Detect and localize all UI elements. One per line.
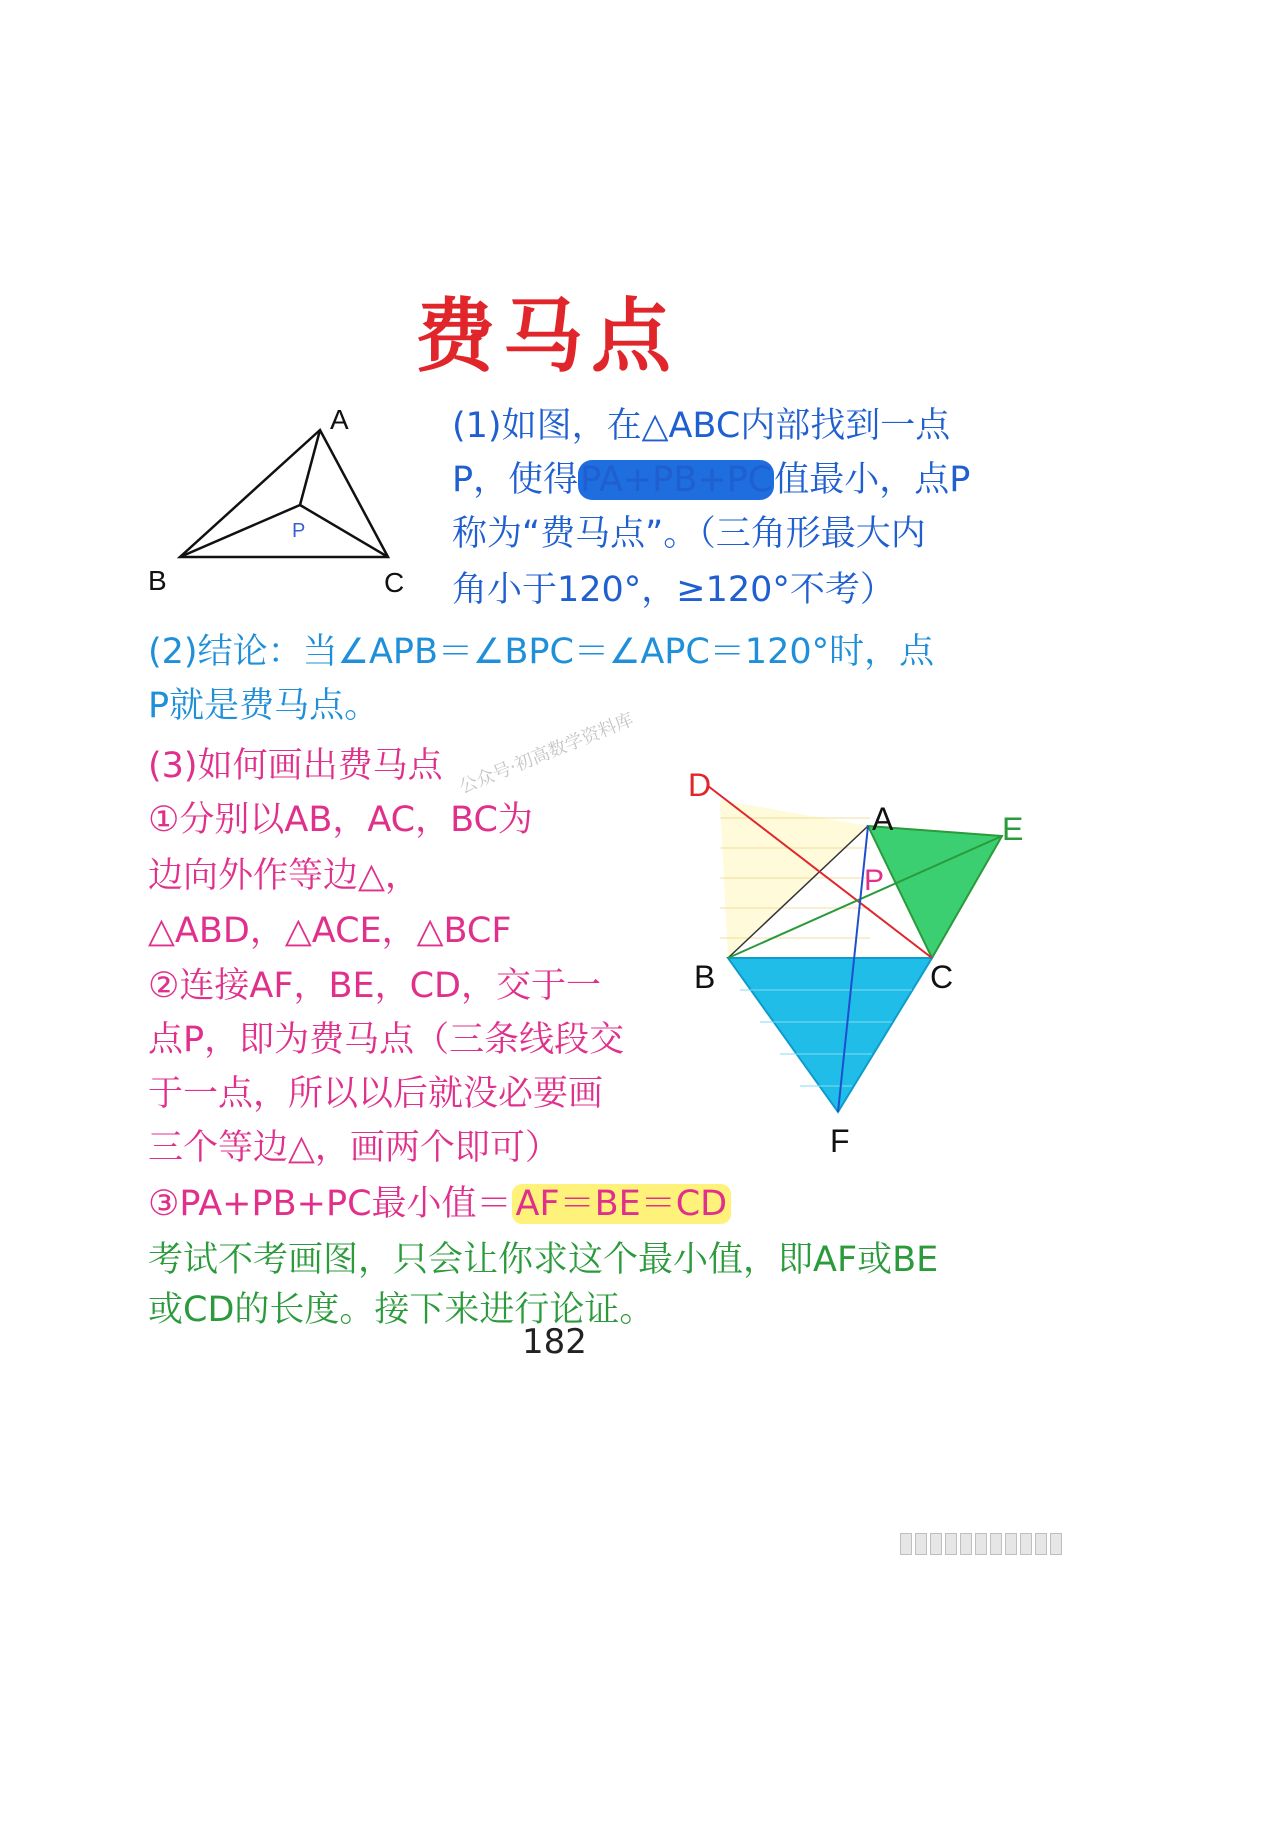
sec3-line4: △ABD，△ACE，△BCF [148, 911, 512, 951]
sec1-line1: (1)如图，在△ABC内部找到一点 [452, 406, 951, 446]
page-number: 182 [522, 1322, 587, 1362]
fig2-label-d: D [688, 767, 712, 803]
triangle-bcf [728, 958, 932, 1112]
page-title: 费马点 [415, 290, 679, 383]
fig2-label-e: E [1002, 811, 1024, 847]
sec3-line9-pre: ③PA+PB+PC最小值＝ [148, 1184, 512, 1224]
figure-triangle-abc [140, 395, 440, 605]
watermark: 公众号·初高数学资料库 [456, 709, 637, 799]
fig1-label-a: A [330, 404, 349, 435]
decorative-strip [900, 1533, 1070, 1555]
sec3-line6: 点P，即为费马点（三条线段交 [148, 1020, 625, 1060]
fig1-label-b: B [148, 565, 167, 596]
sec3-line1: (3)如何画出费马点 [148, 746, 443, 786]
fig2-label-f: F [830, 1123, 850, 1159]
fig2-label-c: C [930, 959, 954, 995]
sec1-line2-pre: P，使得 [452, 460, 579, 500]
sec3-line7: 于一点，所以以后就没必要画 [148, 1074, 604, 1114]
sec1-line2 [452, 452, 970, 502]
figure-construction [680, 760, 1050, 1160]
fig2-label-b: B [694, 959, 716, 995]
sec3-line2: ①分别以AB，AC，BC为 [148, 800, 533, 840]
fig1-label-p: P [292, 520, 306, 542]
sec3-line8: 三个等边△，画两个即可） [148, 1128, 560, 1168]
fig1-label-c: C [384, 567, 405, 598]
sec3-line5: ②连接AF，BE，CD，交于一 [148, 966, 601, 1006]
fig2-label-p: P [864, 864, 885, 897]
fig2-label-a: A [872, 801, 894, 837]
sec3-line9 [148, 1176, 731, 1226]
sec4-line1: 考试不考画图，只会让你求这个最小值，即AF或BE [148, 1240, 939, 1280]
sec3-highlight: AF＝BE＝CD [512, 1184, 732, 1224]
sec2-line1: (2)结论：当∠APB＝∠BPC＝∠APC＝120°时，点 [148, 632, 935, 672]
sec2-line2: P就是费马点。 [148, 686, 380, 726]
sec1-highlight: PA+PB+PC [580, 460, 773, 500]
sec1-line3: 称为“费马点”。（三角形最大内 [452, 514, 926, 554]
sec1-line4: 角小于120°，≥120°不考） [452, 570, 895, 610]
sec4-line2: 或CD的长度。接下来进行论证。 [148, 1290, 655, 1330]
sec3-line3: 边向外作等边△， [148, 856, 420, 896]
sec1-line2-post: 值最小，点P [774, 460, 971, 500]
